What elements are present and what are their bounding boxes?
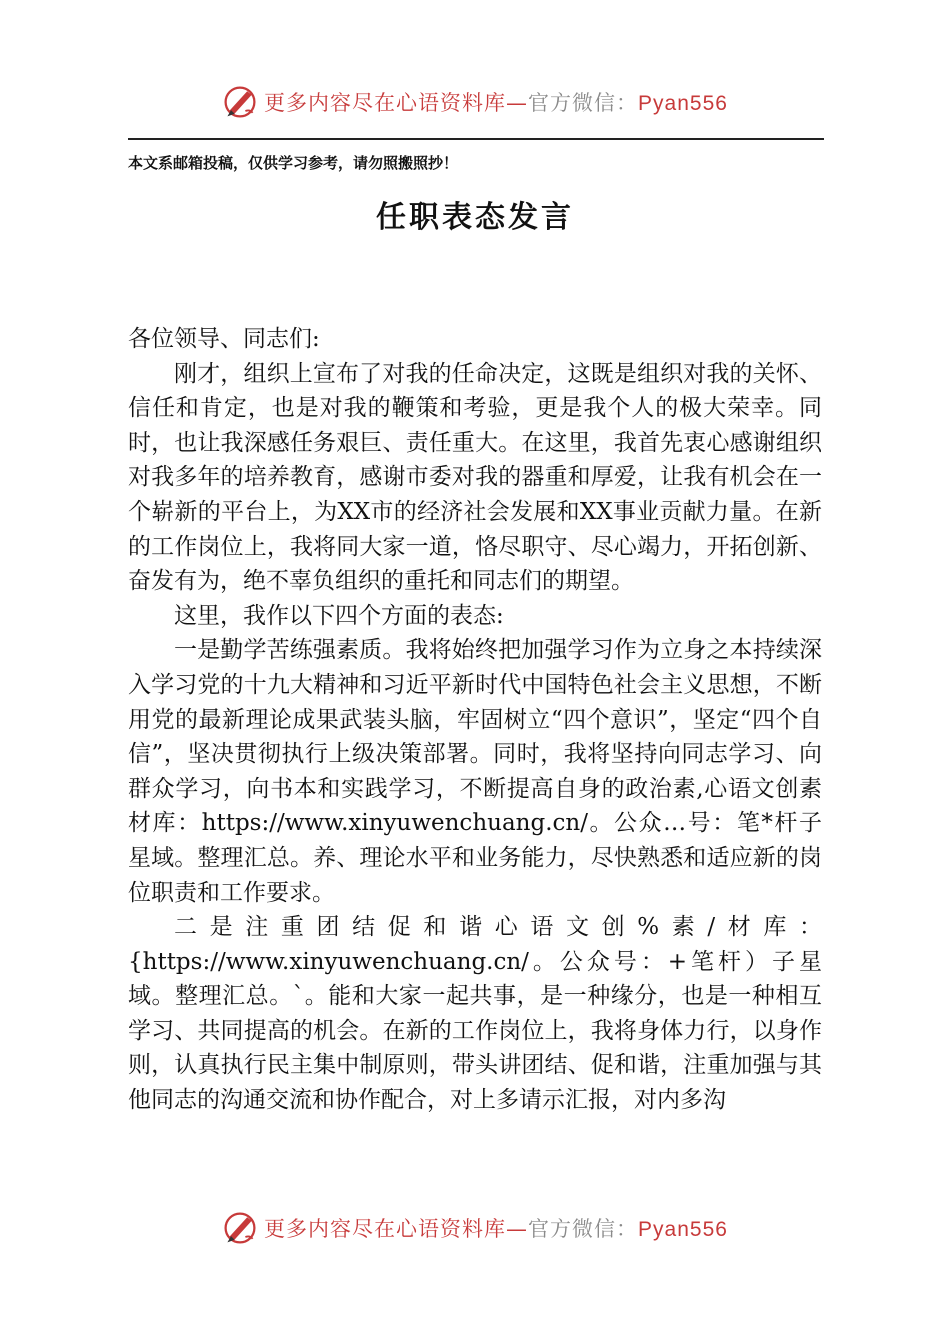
paragraph-outline: 这里，我作以下四个方面的表态: — [174, 602, 504, 629]
page-title: 任职表态发言 — [376, 200, 574, 235]
paragraph-intro: 刚才，组织上宣布了对我的任命决定，这既是组织对我的关怀、信任和肯定，也是对我的鞭策和考验，更是我个人的极大荣幸。同时，也让我深感任务艰巨、责任重大。在这里，我首先衷心感谢组织对我多年的培养教育，感谢市委对我的器重和厚爱，让我有机会在一个崭新的平台上，为XX市的经济社会发展和XX事业贡献力量。在新的工作岗位上，我将同大家一道，恪尽职守、尽心竭力，开拓创新、奋发有为，绝不辜负组织的重托和同志们的期望。 — [128, 360, 822, 595]
pen-logo-icon — [222, 1210, 258, 1246]
footer-banner-lead: 更多内容尽在心语资料库— — [264, 1217, 529, 1241]
document-body — [128, 322, 822, 1118]
footer-banner-wechat-id: Pyan556 — [638, 1218, 728, 1241]
pen-logo-icon — [222, 84, 258, 120]
footer-banner-text — [264, 1213, 728, 1243]
header-banner — [0, 80, 950, 124]
header-banner-wechat-id: Pyan556 — [638, 92, 728, 115]
submission-notice: 本文系邮箱投稿，仅供学习参考，请勿照搬照抄！ — [128, 154, 459, 172]
footer-banner-wechat-label: 官方微信： — [528, 1217, 639, 1241]
header-rule — [128, 138, 824, 140]
footer-banner — [0, 1206, 950, 1250]
paragraph-point-two: 二是注重团结促和谐心语文创%素/材库：{https://www.xinyuwenchuang.cn/。公众号：+笔杆）子星域。整理汇总。`。能和大家一起共事，是一种缘分，也是一种相互学习、共同提高的机会。在新的工作岗位上，我将身体力行，以身作则，认真执行民主集中制原则，带头讲团结、促和谐，注重加强与其他同志的沟通交流和协作配合，对上多请示汇报，对内多沟 — [128, 914, 822, 1114]
header-banner-wechat-label: 官方微信： — [528, 91, 639, 115]
header-banner-text — [264, 87, 728, 117]
salutation: 各位领导、同志们: — [128, 326, 320, 352]
header-banner-lead: 更多内容尽在心语资料库— — [264, 91, 529, 115]
paragraph-point-one: 一是勤学苦练强素质。我将始终把加强学习作为立身之本持续深入学习党的十九大精神和习近平新时代中国特色社会主义思想，不断用党的最新理论成果武装头脑，牢固树立“四个意识”，坚定“四个自信”，坚决贯彻执行上级决策部署。同时，我将坚持向同志学习、向群众学习，向书本和实践学习，不断提高自身的政治素,心语文创素材库：https://www.xinyuwenchuang.cn/。公众…号：笔*杆子星域。整理汇总。养、理论水平和业务能力，尽快熟悉和适应新的岗位职责和工作要求。 — [128, 637, 822, 906]
